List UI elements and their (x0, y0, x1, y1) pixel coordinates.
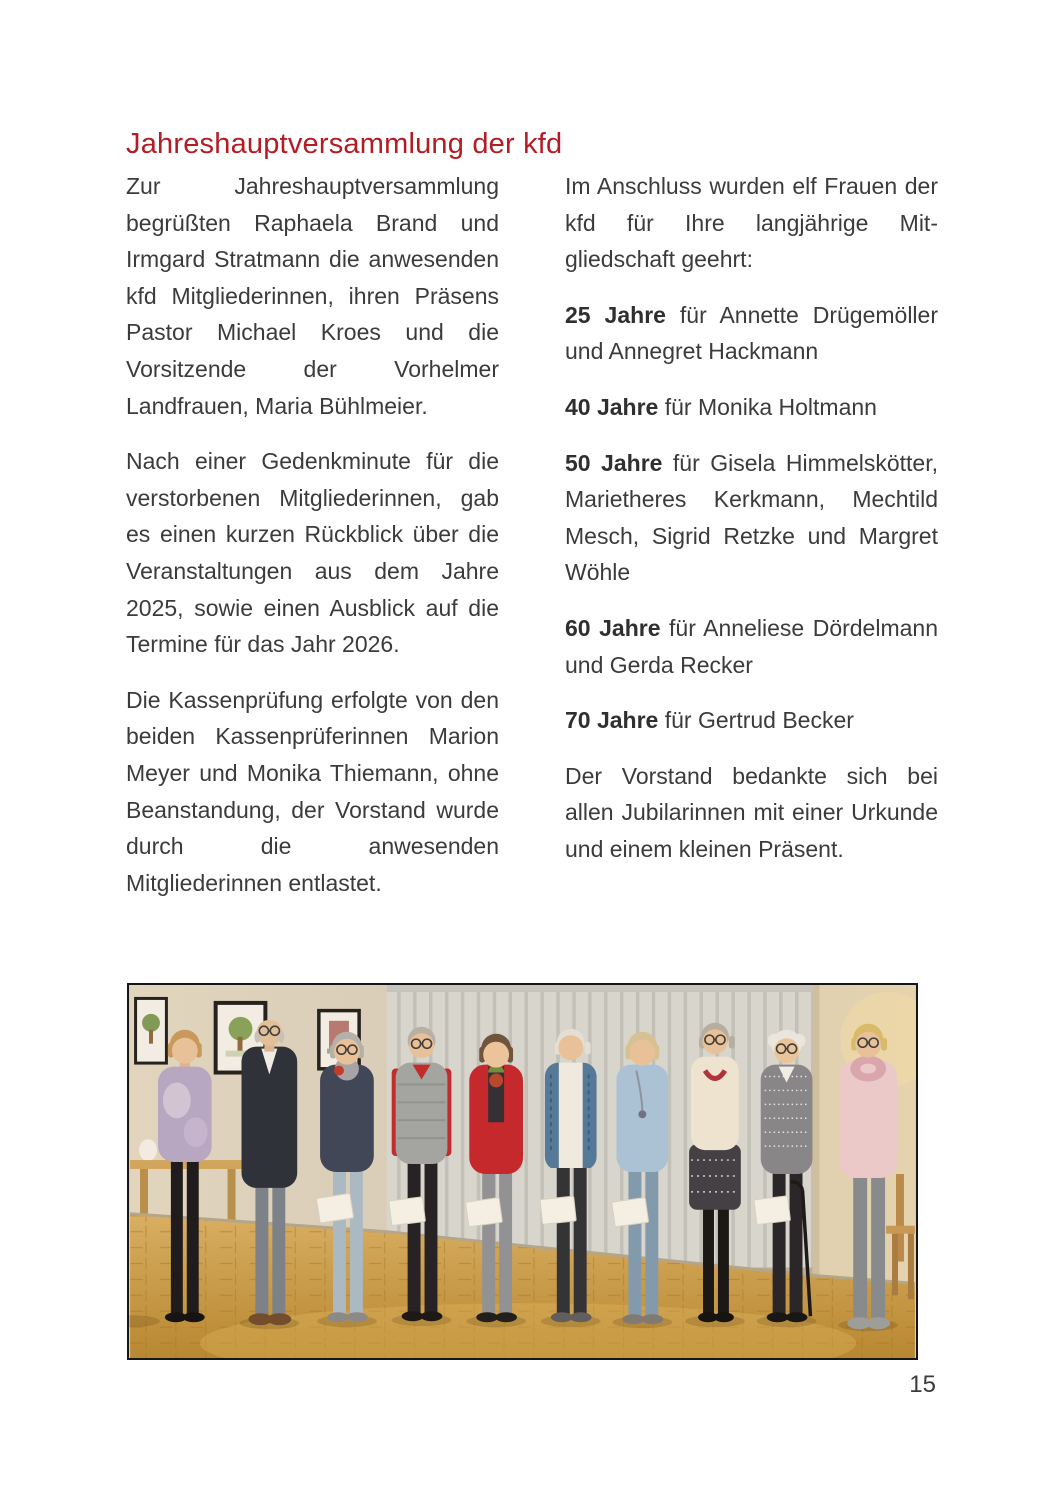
honor-years: 60 Jahre (565, 614, 661, 641)
honor-item-70-jahre (565, 702, 938, 739)
honor-years: 70 Jahre (565, 707, 659, 734)
honor-names: für Anneliese Dördelmann und Gerda Recker (565, 614, 938, 678)
honor-item-50-jahre (565, 445, 938, 591)
group-photo (127, 983, 918, 1360)
honor-item-60-jahre (565, 610, 938, 683)
honor-years: 25 Jahre (565, 301, 666, 328)
honor-years: 40 Jahre (565, 393, 659, 420)
honor-years: 50 Jahre (565, 449, 663, 476)
group-photo-illustration (129, 985, 916, 1358)
honor-names: für Gertrud Becker (664, 707, 854, 734)
article-paragraph: Zur Jahreshauptversammlung begrüßten Raphaela Brand und Irmgard Stratmann die anwesenden kfd Mitgliederinnen, ihren Präsens Pastor Michael Kroes und die Vorsitzende der Vorhelmer Landfrauen, Maria Bühlmeier. (126, 173, 499, 419)
honor-names: für Gisela Himmelskötter, Marietheres Kerkmann, Mechtild Mesch, Sigrid Retzke und Margret Wöhle (565, 449, 938, 586)
article-paragraph: Die Kassenprüfung erfolgte von den beiden Kassenprüferinnen Marion Meyer und Monika Thiemann, ohne Beanstandung, der Vorstand wurde durch die anwesenden Mitgliederinnen entlastet. (126, 686, 499, 896)
honor-names: für Annette Drügemöller und Annegret Hackmann (565, 301, 938, 365)
article-paragraph: Im Anschluss wurden elf Frauen der kfd für Ihre langjährige Mitgliedschaft geehrt: (565, 173, 938, 273)
article-paragraph: Der Vorstand bedankte sich bei allen Jubilarinnen mit einer Urkunde und einem kleinen Präsent. (565, 762, 938, 862)
article-columns (126, 168, 938, 920)
left-column (126, 168, 499, 920)
right-column (565, 168, 938, 920)
article-paragraph: Nach einer Gedenkminute für die verstorbenen Mitgliederinnen, gab es einen kurzen Rückblick über die Veranstaltungen aus dem Jahre 2025, sowie einen Ausblick auf die Termine für das Jahr 2026. (126, 448, 499, 658)
honor-item-25-jahre (565, 297, 938, 370)
page-title: Jahreshauptversammlung der kfd (126, 128, 563, 160)
honor-item-40-jahre (565, 389, 938, 426)
page-number: 15 (909, 1371, 936, 1398)
honor-names: für Monika Holtmann (664, 393, 877, 420)
